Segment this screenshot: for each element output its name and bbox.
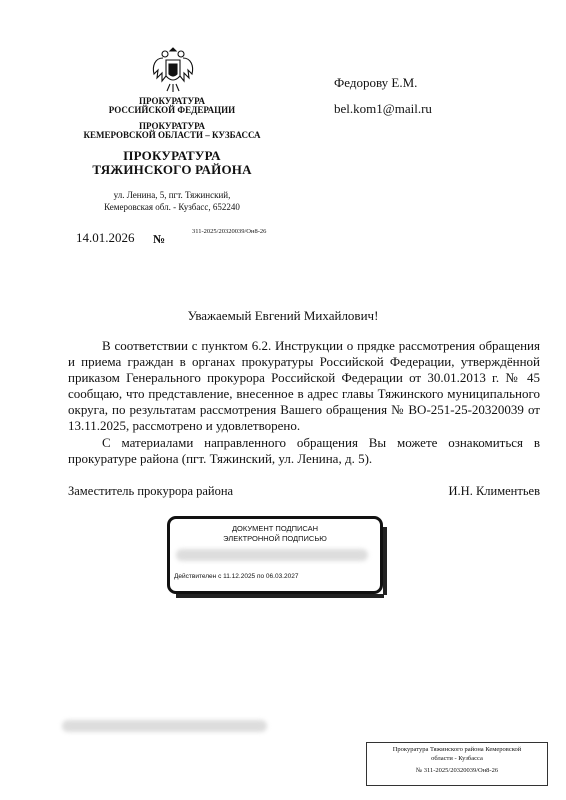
org-name-district xyxy=(60,149,284,176)
org-line: ТЯЖИНСКОГО РАЙОНА xyxy=(92,161,252,177)
stamp-shadow xyxy=(383,527,387,595)
org-name-regional xyxy=(60,122,284,141)
e-signature-stamp xyxy=(167,516,383,594)
signer-position: Заместитель прокурора района xyxy=(68,484,234,498)
registration-number: № 311-2025/20320039/Он8-26 xyxy=(415,766,499,774)
stamp-subtitle: ЭЛЕКТРОННОЙ ПОДПИСЬЮ xyxy=(223,534,327,543)
paragraph: С материалами направленного обращения Вы можете ознакомиться в прокуратуре района (пгт. Тяжинский, ул. Ленина, д. 5). xyxy=(68,434,540,466)
registration-line: Прокуратура Тяжинского района Кемеровской xyxy=(392,746,522,753)
letter-body xyxy=(68,338,540,467)
org-line: ПРОКУРАТУРА xyxy=(139,96,205,106)
org-line: РОССИЙСКОЙ ФЕДЕРАЦИИ xyxy=(108,105,236,116)
org-address xyxy=(60,190,284,213)
number-sign: № xyxy=(153,232,166,246)
org-line: КЕМЕРОВСКОЙ ОБЛАСТИ – КУЗБАССА xyxy=(83,130,261,141)
registration-line: области - Кузбасса xyxy=(431,754,483,762)
address-line: ул. Ленина, 5, пгт. Тяжинский, xyxy=(113,190,231,200)
recipient-email: bel.kom1@mail.ru xyxy=(334,101,432,116)
stamp-title: ДОКУМЕНТ ПОДПИСАН xyxy=(231,524,319,533)
signature-row xyxy=(68,484,540,499)
org-line: ПРОКУРАТУРА xyxy=(123,148,221,163)
recipient-name: Федорову Е.М. xyxy=(334,75,418,90)
stamp-validity: Действителен с 11.12.2025 по 06.03.2027 xyxy=(174,573,299,580)
greeting: Уважаемый Евгений Михайлович! xyxy=(187,308,379,323)
signer-name: И.Н. Климентьев xyxy=(448,484,540,498)
address-line: Кемеровская обл. - Кузбасс, 652240 xyxy=(104,201,240,212)
stamp-shadow xyxy=(176,594,384,598)
letter-date: 14.01.2026 xyxy=(76,230,135,245)
coat-of-arms-icon xyxy=(150,44,196,94)
org-name-federal xyxy=(60,97,284,116)
paragraph: В соответствии с пунктом 6.2. Инструкции о прядке рассмотрения обращения и приема граждан в органах прокуратуры Российской Федерации, утверждённой приказом Генерального прокурора Российской Федерации от 30.01.2013 г. № 45 сообщаю, что представление, внесенное в адрес главы Тяжинского муниципального округа, по результатам рассмотрения Вашего обращения № ВО-251-25-20320039 от 13.11.2025, рассмотрено и удовлетворено. xyxy=(68,338,540,434)
org-line: ПРОКУРАТУРА xyxy=(139,121,205,131)
registration-box xyxy=(366,742,548,786)
redacted-footer xyxy=(62,720,267,732)
outgoing-number: 311-2025/20320039/Он8-26 xyxy=(192,228,267,235)
redacted-certificate xyxy=(176,549,368,561)
